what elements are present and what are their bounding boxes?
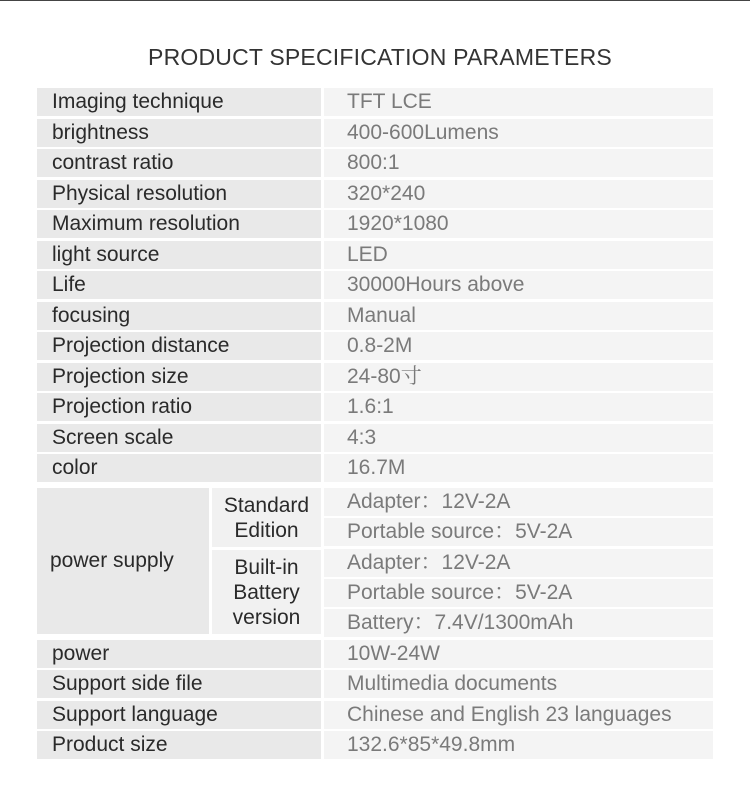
standard-edition-line-2: Edition <box>234 518 299 542</box>
battery-version-line-3: version <box>232 605 301 629</box>
page-title: PRODUCT SPECIFICATION PARAMETERS <box>148 44 612 70</box>
spec-value: Portable source：5V-2A <box>324 579 713 607</box>
spec-value: 16.7M <box>324 454 713 482</box>
power-supply-row-standard-portable <box>37 518 713 546</box>
top-divider <box>0 0 750 1</box>
power-supply-row-standard-adapter <box>37 488 713 516</box>
battery-version-line-1: Built-in <box>234 555 299 579</box>
spec-row-contrast-ratio <box>37 149 713 177</box>
spec-value: Adapter：12V-2A <box>324 549 713 577</box>
spec-label: Support language <box>37 701 321 729</box>
spec-label: Screen scale <box>37 424 321 452</box>
spec-row-light-source <box>37 241 713 269</box>
spec-row-support-language <box>37 701 713 729</box>
spec-label: Imaging technique <box>37 88 321 116</box>
spec-label: Maximum resolution <box>37 210 321 238</box>
spec-value: 30000Hours above <box>324 271 713 299</box>
spec-row-support-side-file <box>37 670 713 698</box>
spec-value: Chinese and English 23 languages <box>324 701 713 729</box>
spec-label: brightness <box>37 119 321 147</box>
spec-row-product-size <box>37 731 713 759</box>
spec-value: 320*240 <box>324 180 713 208</box>
spec-value: 24-80寸 <box>324 363 713 391</box>
spec-row-focusing <box>37 302 713 330</box>
battery-version-line-2: Battery <box>233 580 300 604</box>
spec-row-projection-distance <box>37 332 713 360</box>
spec-label: contrast ratio <box>37 149 321 177</box>
spec-value: Battery：7.4V/1300mAh <box>324 609 713 637</box>
power-supply-row-battery-portable <box>37 579 713 607</box>
spec-value: LED <box>324 241 713 269</box>
spec-label: color <box>37 454 321 482</box>
spec-row-maximum-resolution <box>37 210 713 238</box>
power-supply-row-battery-adapter <box>37 549 713 577</box>
power-supply-label: power supply <box>37 488 209 634</box>
spec-row-power <box>37 640 713 668</box>
spec-row-brightness <box>37 119 713 147</box>
spec-value: TFT LCE <box>324 88 713 116</box>
spec-label: light source <box>37 241 321 269</box>
spec-value: 800:1 <box>324 149 713 177</box>
spec-value: 1920*1080 <box>324 210 713 238</box>
spec-value: Portable source：5V-2A <box>324 518 713 546</box>
spec-label: Projection size <box>37 363 321 391</box>
spec-value: 1.6:1 <box>324 393 713 421</box>
spec-label: focusing <box>37 302 321 330</box>
spec-value: Adapter：12V-2A <box>324 488 713 516</box>
spec-row-screen-scale <box>37 424 713 452</box>
spec-value: Manual <box>324 302 713 330</box>
spec-label: Physical resolution <box>37 180 321 208</box>
spec-value: 4:3 <box>324 424 713 452</box>
spec-label: Life <box>37 271 321 299</box>
spec-row-life <box>37 271 713 299</box>
spec-label: Product size <box>37 731 321 759</box>
spec-value: 400-600Lumens <box>324 119 713 147</box>
spec-row-color <box>37 454 713 482</box>
spec-label: power <box>37 640 321 668</box>
spec-row-imaging-technique <box>37 88 713 116</box>
spec-value: 10W-24W <box>324 640 713 668</box>
spec-value: 132.6*85*49.8mm <box>324 731 713 759</box>
standard-edition-line-1: Standard <box>223 493 310 517</box>
spec-value: 0.8-2M <box>324 332 713 360</box>
spec-row-projection-ratio <box>37 393 713 421</box>
spec-row-physical-resolution <box>37 180 713 208</box>
spec-value: Multimedia documents <box>324 670 713 698</box>
spec-label: Support side file <box>37 670 321 698</box>
power-supply-row-battery-capacity <box>37 609 713 637</box>
spec-row-projection-size <box>37 363 713 391</box>
spec-label: Projection ratio <box>37 393 321 421</box>
spec-label: Projection distance <box>37 332 321 360</box>
